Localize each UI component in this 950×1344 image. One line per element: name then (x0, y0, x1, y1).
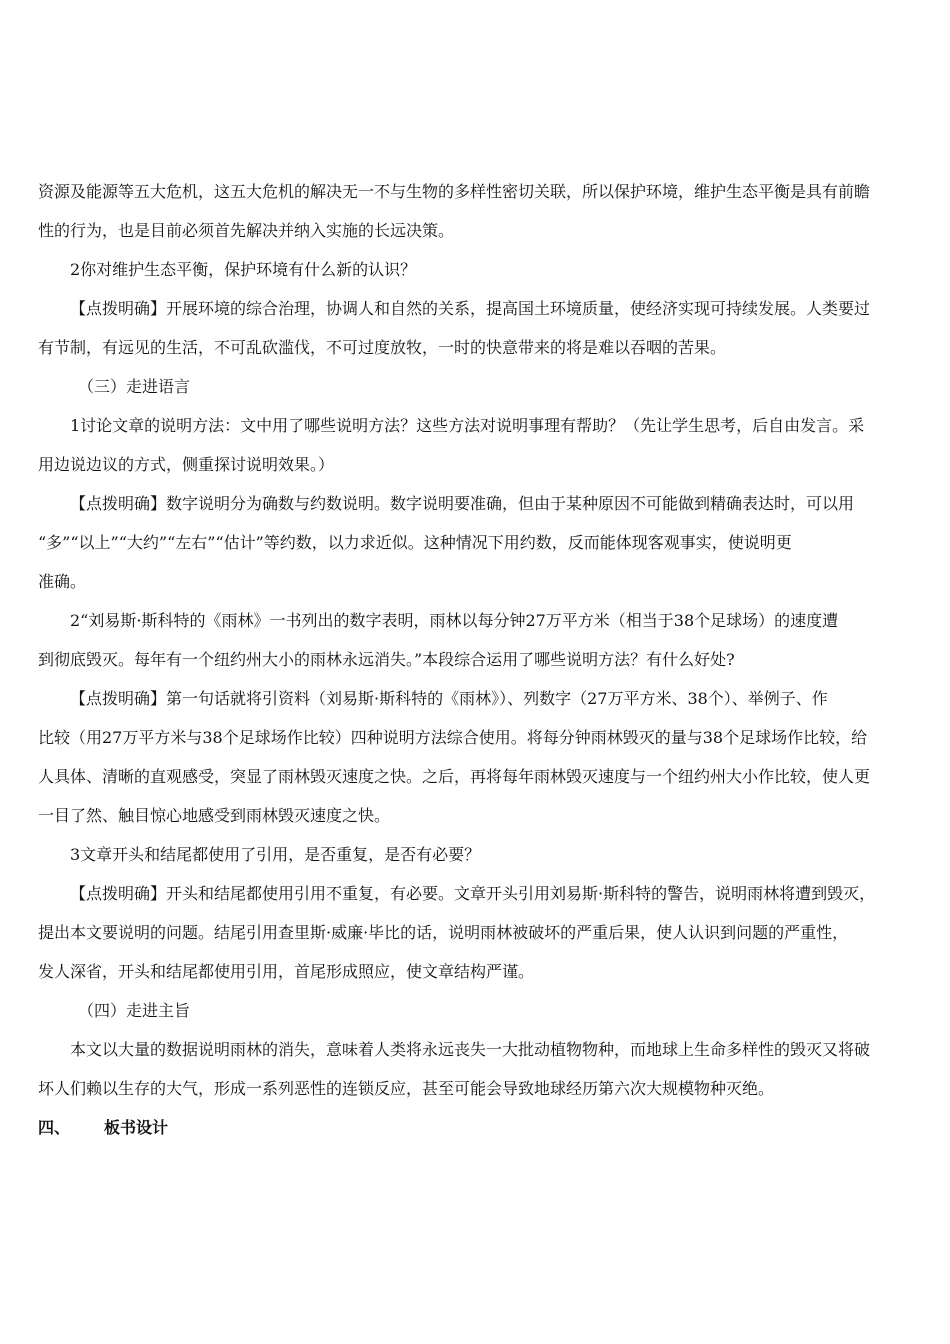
section-heading (38, 1108, 910, 1147)
paragraph-line: 人具体、清晰的直观感受，突显了雨林毁灭速度之快。之后，再将每年雨林毁灭速度与一个纽约州大小作比较，使人更 (38, 767, 871, 786)
paragraph-line: 发人深省，开头和结尾都使用引用，首尾形成照应，使文章结构严谨。 (38, 962, 535, 981)
question-line: 1讨论文章的说明方法：文中用了哪些说明方法？这些方法对说明事理有帮助？（先让学生思考，后自由发言。采 (70, 416, 865, 435)
paragraph-line: 到彻底毁灭。每年有一个纽约州大小的雨林永远消失。”本段综合运用了哪些说明方法？有什么好处? (38, 650, 735, 669)
paragraph-line: 一目了然、触目惊心地感受到雨林毁灭速度之快。 (38, 806, 391, 825)
paragraph-line: 本文以大量的数据说明雨林的消失，意味着人类将永远丧失一大批动植物物种，而地球上生命多样性的毁灭又将破 (70, 1040, 871, 1059)
answer-line: 【点拨明确】开头和结尾都使用引用不重复，有必要。文章开头引用刘易斯·斯科特的警告，说明雨林将遭到毁灭， (70, 884, 876, 903)
paragraph-line: 准确。 (38, 572, 87, 591)
section-number: 四、 (38, 1118, 71, 1137)
document-body (38, 172, 910, 1147)
answer-line: 【点拨明确】开展环境的综合治理，协调人和自然的关系，提高国土环境质量，使经济实现可持续发展。人类要过 (70, 299, 871, 318)
paragraph-line: 提出本文要说明的问题。结尾引用查里斯·威廉·毕比的话，说明雨林被破坏的严重后果，使人认识到问题的严重性， (38, 923, 849, 942)
answer-line: 【点拨明确】数字说明分为确数与约数说明。数字说明要准确，但由于某种原因不可能做到精确表达时，可以用 (70, 494, 855, 513)
paragraph-line: 比较（用27万平方米与38个足球场作比较）四种说明方法综合使用。将每分钟雨林毁灭的量与38个足球场作比较，给 (38, 728, 868, 747)
paragraph-line: “多”“以上”“大约”“左右”“估计”等约数，以力求近似。这种情况下用约数，反而能体现客观事实，使说明更 (38, 533, 792, 552)
question-line: 2你对维护生态平衡，保护环境有什么新的认识？ (70, 260, 417, 279)
subsection-title: （三）走进语言 (78, 377, 191, 396)
paragraph-line: 性的行为，也是目前必须首先解决并纳入实施的长远决策。 (38, 221, 455, 240)
answer-line: 【点拨明确】第一句话就将引资料（刘易斯·斯科特的《雨林》）、列数字（27万平方米、38个）、举例子、作 (70, 689, 828, 708)
section-title: 板书设计 (104, 1118, 169, 1137)
paragraph-line: 坏人们赖以生存的大气，形成一系列恶性的连锁反应，甚至可能会导致地球经历第六次大规模物种灭绝。 (38, 1079, 775, 1098)
paragraph-line: 用边说边议的方式，侧重探讨说明效果。） (38, 455, 335, 474)
subsection-title: （四）走进主旨 (78, 1001, 191, 1020)
paragraph-line: 有节制，有远见的生活，不可乱砍滥伐，不可过度放牧，一时的快意带来的将是难以吞咽的苦果。 (38, 338, 727, 357)
question-line: 2“刘易斯·斯科特的《雨林》一书列出的数字表明，雨林以每分钟27万平方米（相当于38个足球场）的速度遭 (70, 611, 839, 630)
question-line: 3文章开头和结尾都使用了引用，是否重复，是否有必要？ (70, 845, 481, 864)
paragraph-line: 资源及能源等五大危机，这五大危机的解决无一不与生物的多样性密切关联，所以保护环境，维护生态平衡是具有前瞻 (38, 182, 871, 201)
